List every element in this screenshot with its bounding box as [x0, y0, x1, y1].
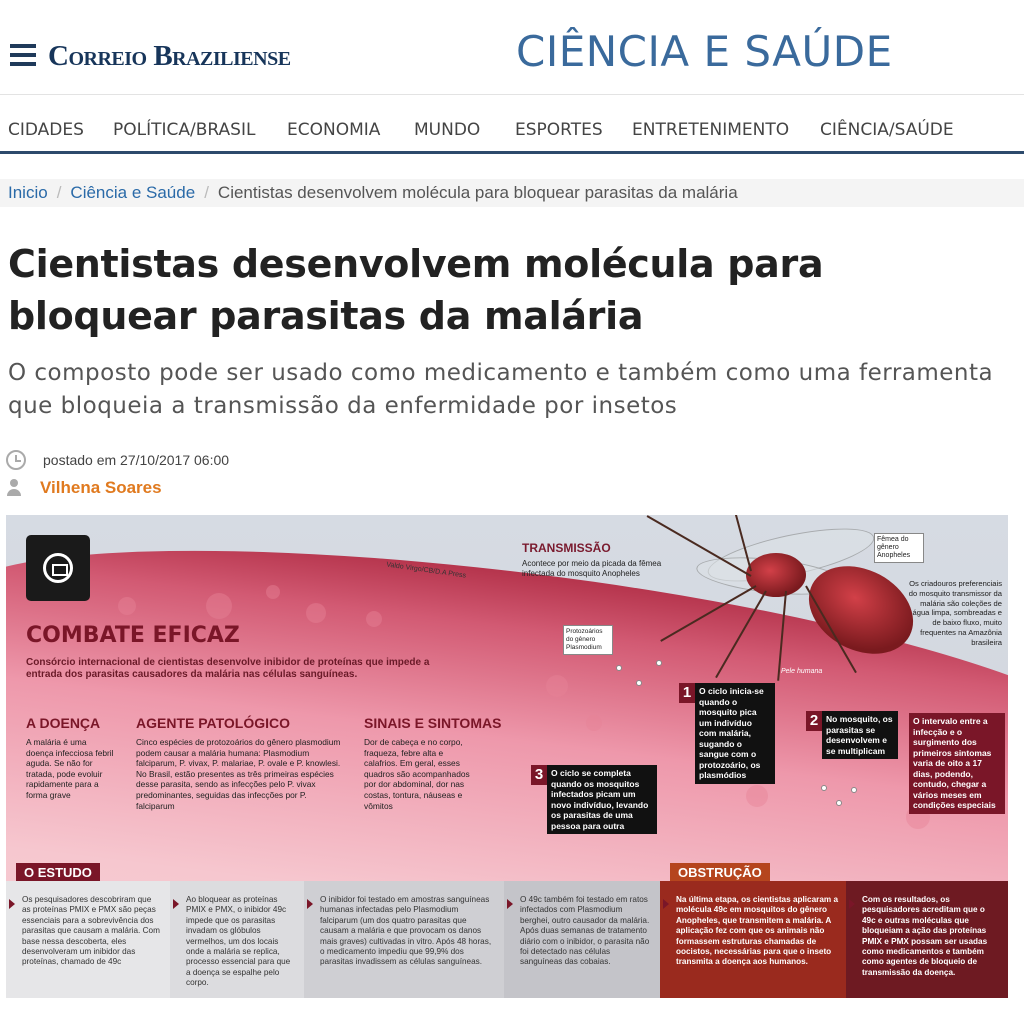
menu-icon[interactable]	[10, 44, 36, 66]
nav-item-cidades[interactable]: CIDADES	[8, 120, 84, 140]
article-infographic[interactable]	[6, 515, 1008, 998]
breadcrumb-section[interactable]: Ciência e Saúde	[70, 183, 196, 202]
nav-item-mundo[interactable]: MUNDO	[414, 120, 481, 140]
sinais-title: SINAIS E SINTOMAS	[364, 715, 502, 731]
step-2-number: 2	[806, 711, 822, 731]
blood-cell	[366, 611, 382, 627]
doenca-title: A DOENÇA	[26, 715, 101, 731]
estudo-col-1: Os pesquisadores descobriram que as proteínas PMIX e PMX são peças essenciais para a sobrevivência dos parasitas que causam a malária. Com base nessa descoberta, eles desenvolveram um inibidor das proteínas, chamado de 49c	[6, 881, 170, 998]
criadouros-text: Os criadouros preferenciais do mosquito transmissor da malária são coleções de água limpa, sombreadas e de baixo fluxo, muito frequentes na Amazônia brasileira	[908, 579, 1002, 647]
user-icon	[6, 479, 22, 497]
parasite-dot	[636, 680, 642, 686]
mosquito-thorax	[746, 553, 806, 597]
breadcrumb-separator: /	[56, 183, 62, 202]
combate-title: COMBATE EFICAZ	[26, 623, 240, 648]
parasite-dot	[836, 800, 842, 806]
sinais-text: Dor de cabeça e no corpo, fraqueza, febre alta e calafrios. Em geral, esses quadros são acompanhados por dor abdominal, dor nas costas, tontura, náuseas e vômitos	[364, 737, 470, 811]
agente-text: Cinco espécies de protozoários do gênero plasmodium podem causar a malária humana: Plasmodium falciparum, P. vivax, P. malariae, P. ovale e P. knowlesi. No Brasil, estão presentes as três primeiras espécies desse parasita, sendo as infecções pelo P. vivax predominantes, seguidas das infecções por P. falciparum	[136, 737, 341, 811]
author-name[interactable]: Vilhena Soares	[40, 478, 162, 497]
nav-item-economia[interactable]: ECONOMIA	[287, 120, 381, 140]
estudo-col-2: Ao bloquear as proteínas PMIX e PMX, o inibidor 49c impede que os parasitas invadam os glóbulos vermelhos, um dos locais onde a malária se replica, processo essencial para que a doença se espalhe pelo corpo.	[170, 881, 304, 998]
doenca-text: A malária é uma doença infecciosa febril aguda. Se não for tratada, pode evoluir rapidamente para a forma grave	[26, 737, 114, 800]
step-1-text: O ciclo inicia-se quando o mosquito pica um indivíduo com malária, sugando o sangue com o protozoário, os plasmódios	[695, 683, 775, 784]
blood-cell	[266, 585, 280, 599]
author-row	[6, 478, 162, 498]
blood-cell	[206, 593, 232, 619]
step-2-text: No mosquito, os parasitas se desenvolvem e se multiplicam	[822, 711, 898, 759]
intervalo-text: O intervalo entre a infecção e o surgimento dos primeiros sintomas varia de oito a 17 dias, podendo, contudo, chegar a vários meses em condições especiais	[909, 713, 1005, 814]
parasite-dot	[851, 787, 857, 793]
blood-cell	[306, 603, 326, 623]
fullscreen-icon	[43, 553, 73, 583]
article-subtitle: O composto pode ser usado como medicamento e também como uma ferramenta que bloqueia a transmissão da enfermidade por insetos	[8, 360, 994, 419]
infographic-bottom	[6, 863, 1008, 998]
femea-label: Fêmea do gênero Anopheles	[874, 533, 924, 563]
nav-item-esportes[interactable]: ESPORTES	[515, 120, 603, 140]
breadcrumb	[0, 179, 1024, 207]
parasite-dot	[656, 660, 662, 666]
main-nav	[0, 96, 1024, 154]
blood-cell	[546, 675, 568, 697]
infographic-credit: Valdo Virgo/CB/D.A Press	[385, 561, 467, 580]
parasite-dot	[616, 665, 622, 671]
fullscreen-button[interactable]	[26, 535, 90, 601]
site-header	[0, 0, 1024, 95]
blood-cell	[746, 785, 768, 807]
estudo-col-3: O inibidor foi testado em amostras sanguíneas humanas infectadas pelo Plasmodium falciparum (um dos quatro parasitas que causam a malária e que provocam os danos mais graves) cultivadas in vitro. Após 48 horas, o medicamento impediu que 99,9% dos parasitas invadissem as células sanguíneas.	[304, 881, 504, 998]
clock-icon	[6, 450, 26, 470]
post-date: postado em 27/10/2017 06:00	[43, 452, 230, 468]
nav-item-entretenimento[interactable]: ENTRETENIMENTO	[632, 120, 790, 140]
section-title: CIÊNCIA E SAÚDE	[516, 27, 893, 76]
article-title: Cientistas desenvolvem molécula para bloquear parasitas da malária	[8, 242, 824, 338]
obstrucao-col-2: Com os resultados, os pesquisadores acreditam que o 49c e outras moléculas que bloqueiam a ação das proteínas PMIX e PMX possam ser usadas como medicamentos e também como agentes de bloqueio de transmissão da doença.	[846, 881, 1008, 998]
obstrucao-tab: OBSTRUÇÃO	[670, 863, 770, 883]
step-1-number: 1	[679, 683, 695, 703]
estudo-col-4: O 49c também foi testado em ratos infectados com Plasmodium berghei, outro causador da malária. Após duas semanas de tratamento diário com o inibidor, o parasita não foi detectado nas células sanguíneas das cobaias.	[504, 881, 660, 998]
transmissao-text: Acontece por meio da picada da fêmea infectada do mosquito Anopheles	[522, 559, 662, 578]
obstrucao-col-1: Na última etapa, os cientistas aplicaram a molécula 49c em mosquitos do gênero Anopheles, que transmitem a malária. A aplicação fez com que os animais não formassem estruturas chamadas de oocistos, necessárias para que o inseto transmita a doença aos humanos.	[660, 881, 846, 998]
estudo-tab: O ESTUDO	[16, 863, 100, 883]
step-3-text: O ciclo se completa quando os mosquitos infectados picam um novo indivíduo, levando os parasitas de uma pessoa para outra	[547, 765, 657, 834]
breadcrumb-current: Cientistas desenvolvem molécula para bloquear parasitas da malária	[217, 183, 738, 202]
agente-title: AGENTE PATOLÓGICO	[136, 715, 291, 731]
combate-subtitle: Consórcio internacional de cientistas desenvolve inibidor de proteínas que impede a entrada dos parasitas causadores da malária nas células sanguíneas.	[26, 657, 430, 680]
pele-label: Pele humana	[781, 668, 823, 675]
transmissao-title: TRANSMISSÃO	[522, 541, 611, 555]
parasite-dot	[821, 785, 827, 791]
site-logo[interactable]: Correio Braziliense	[48, 40, 291, 72]
blood-cell	[118, 597, 136, 615]
breadcrumb-home[interactable]: Inicio	[8, 183, 48, 202]
nav-item-ciencia-saude[interactable]: CIÊNCIA/SAÚDE	[820, 120, 954, 140]
step-3-number: 3	[531, 765, 547, 785]
blood-cell	[586, 715, 602, 731]
post-date-row	[6, 450, 229, 470]
nav-item-politica[interactable]: POLÍTICA/BRASIL	[113, 120, 256, 140]
breadcrumb-separator: /	[204, 183, 209, 202]
protozoarios-label: Protozoários do gênero Plasmodium	[563, 625, 613, 655]
